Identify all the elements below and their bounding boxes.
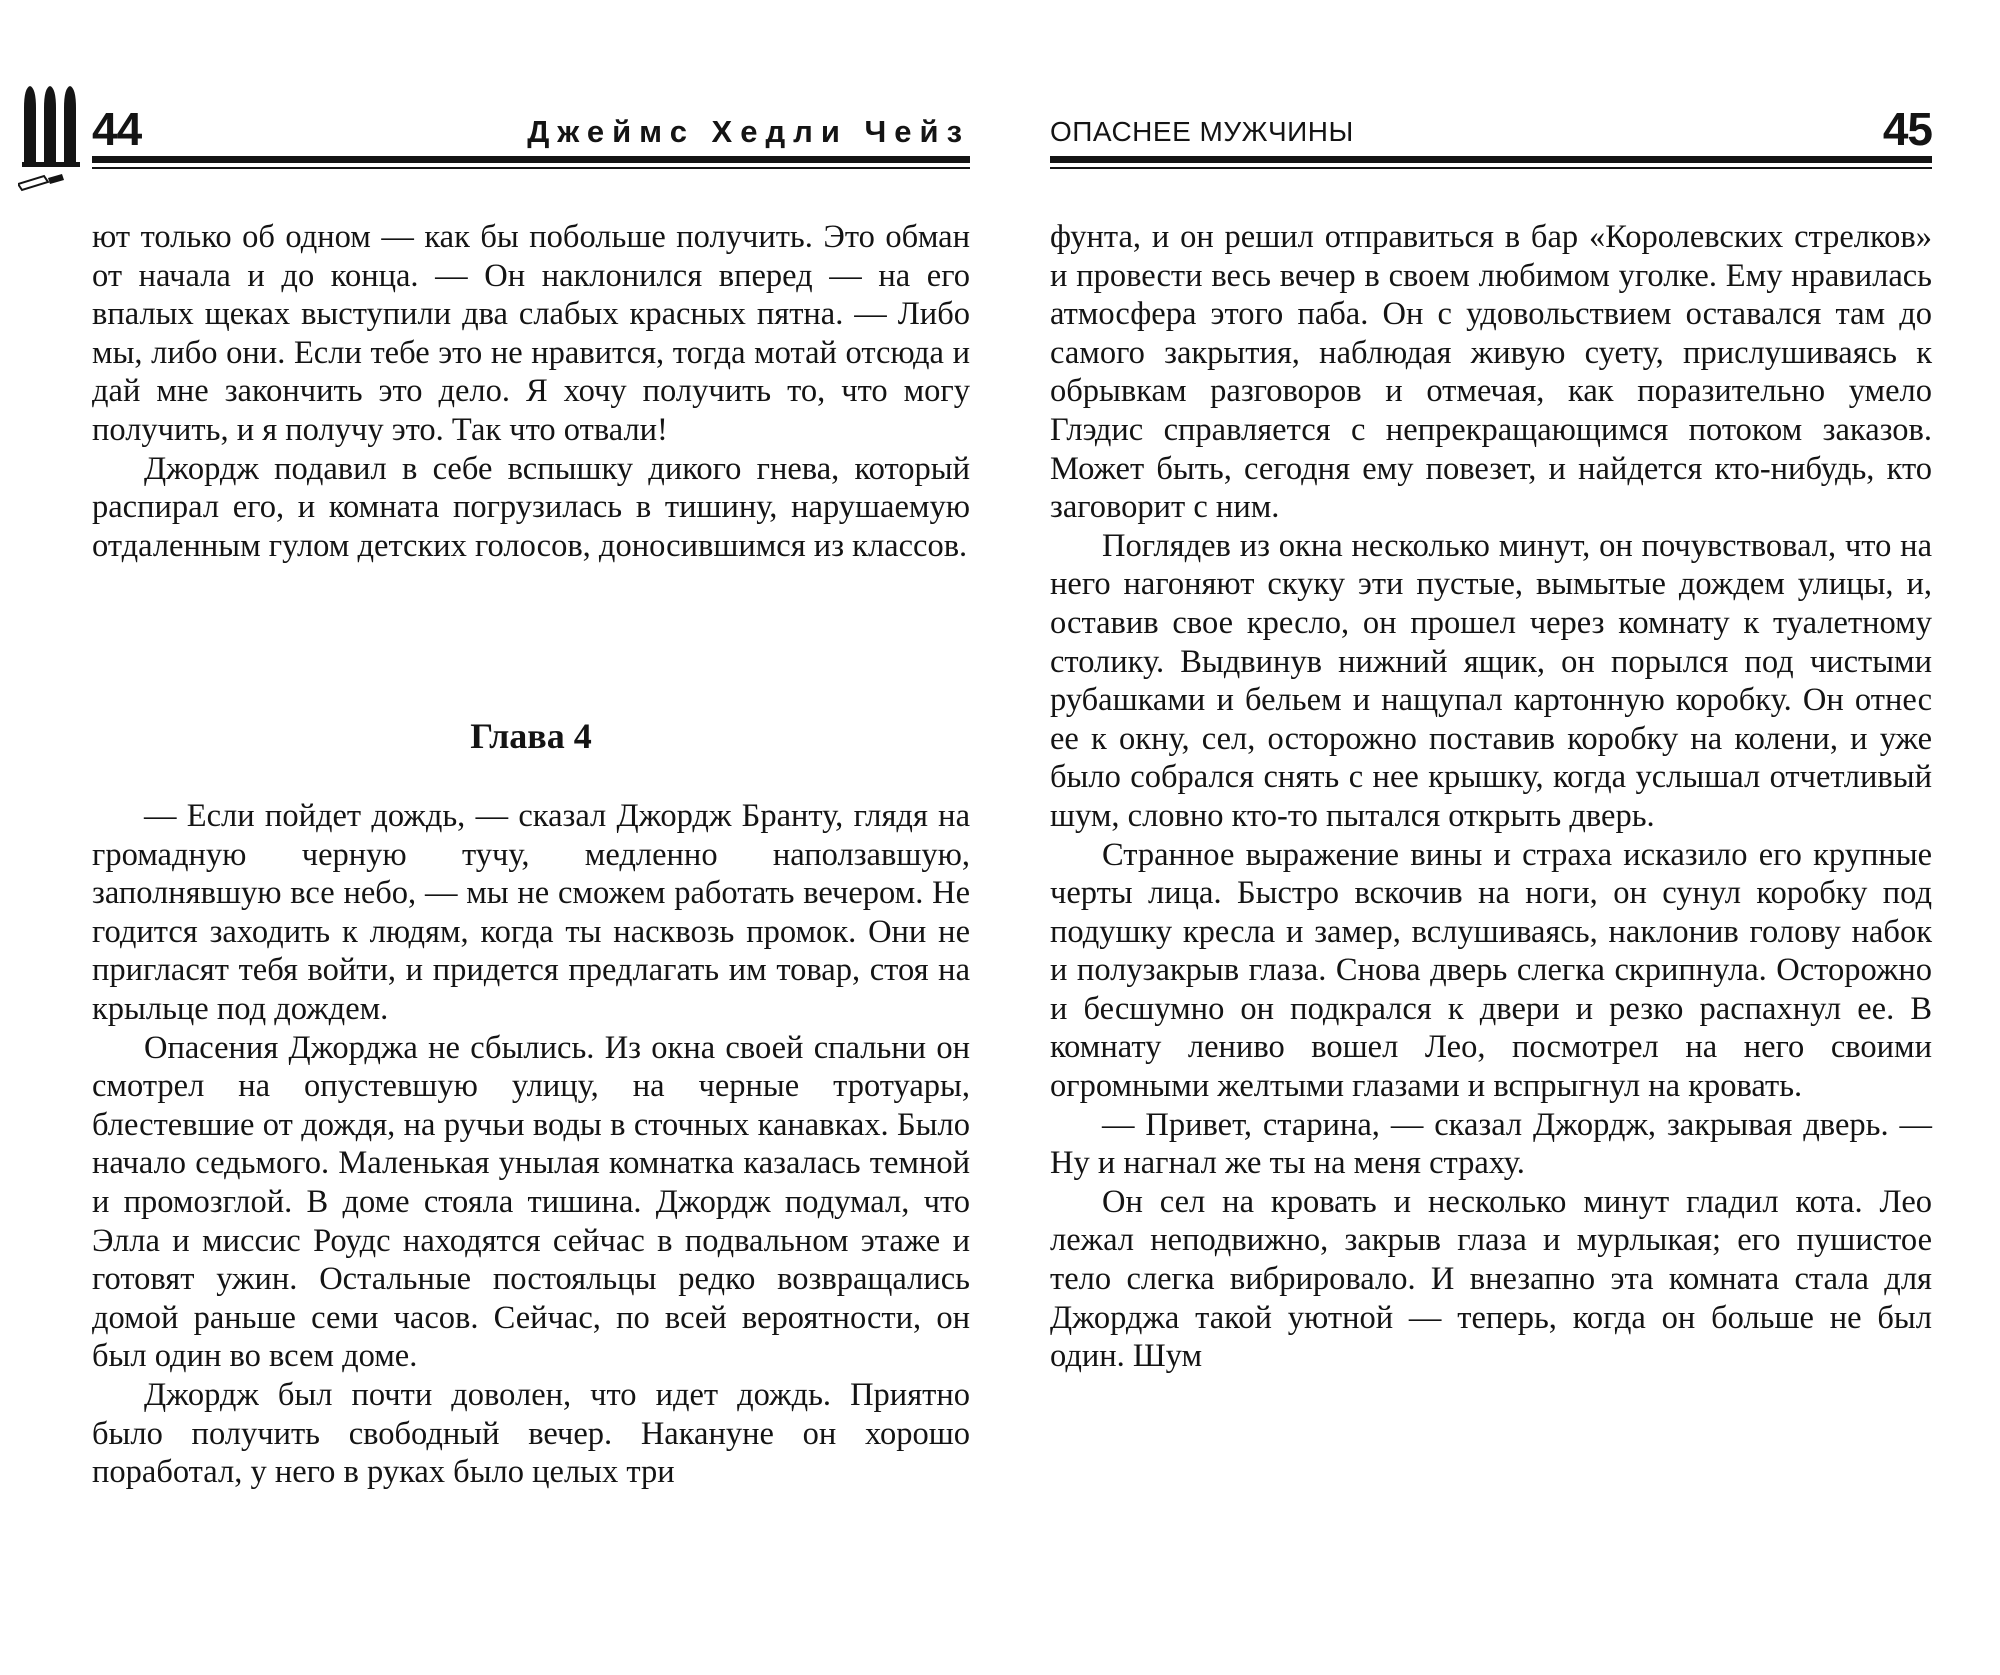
paragraph: ют только об одном — как бы побольше получить. Это обман от начала и до конца. — Он наклонился вперед — на его впалых щеках выступили два слабых красных пятна. — Либо мы, либо они. Если тебе это не нравится, тогда мотай отсюда и дай мне закончить это дело. Я хочу получить то, что могу получить, и я получу это. Так что отвали! (92, 219, 970, 448)
paragraph: фунта, и он решил отправиться в бар «Королевских стрелков» и провести весь вечер в своем любимом уголке. Ему нравилась атмосфера этого паба. Он с удовольствием оставался там до самого закрытия, наблюдая живую суету, прислушиваясь к обрывкам разговоров и отмечая, как поразительно умело Глэдис справляется с непрекращающимся потоком заказов. Может быть, сегодня ему повезет, и найдется кто-нибудь, кто заговорит с ним. (1050, 219, 1932, 526)
paragraph: Опасения Джорджа не сбылись. Из окна своей спальни он смотрел на опустевшую улицу, на черные тротуары, блестевшие от дождя, на ручьи воды в сточных канавках. Было начало седьмого. Маленькая унылая комнатка казалась темной и промозглой. В доме стояла тишина. Джордж подумал, что Элла и миссис Роудс находятся сейчас в подвальном этаже и готовят ужин. Остальные постояльцы редко возвращались домой раньше семи часов. Сейчас, по всей вероятности, он был один во всем доме. (92, 1029, 970, 1375)
left-header-rule-thin (92, 167, 970, 169)
paragraph: Джордж был почти доволен, что идет дождь. Приятно было получить свободный вечер. Накануне он хорошо поработал, у него в руках было целых три (92, 1376, 970, 1491)
left-page-number: 44 (92, 103, 142, 155)
paragraph: Поглядев из окна несколько минут, он почувствовал, что на него нагоняют скуку эти пустые, вымытые дождем улицы, и, оставив свое кресло, он прошел через комнату к туалетному столику. Выдвинув нижний ящик, он порылся под чистыми рубашками и бельем и нащупал картонную коробку. Он отнес ее к окну, сел, осторожно поставив коробку на колени, и уже было собрался снять с нее крышку, когда услышал отчетливый шум, словно кто-то пытался открыть дверь. (1050, 527, 1932, 834)
chapter-heading: Глава 4 (470, 716, 592, 756)
right-text (1050, 218, 1932, 1376)
left-running-title: Джеймс Хедли Чейз (527, 114, 970, 149)
paragraph: — Привет, старина, — сказал Джордж, закрывая дверь. — Ну и нагнал же ты на меня страху. (1050, 1106, 1932, 1182)
paragraph: Джордж подавил в себе вспышку дикого гнева, который распирал его, и комната погрузилась в тишину, нарушаемую отдаленным гулом детских голосов, доносившимся из классов. (92, 450, 970, 564)
bullets-ornament-icon (18, 84, 98, 194)
right-header-rule-thick (1050, 156, 1932, 163)
right-running-header (1050, 104, 1932, 154)
right-page (1010, 0, 2000, 1675)
paragraph: — Если пойдет дождь, — сказал Джордж Бранту, глядя на громадную черную тучу, медленно наползавшую, заполнявшую все небо, — мы не сможем работать вечером. Не годится заходить к людям, когда ты насквозь промок. Они не пригласят тебя войти, и придется предлагать им товар, стоя на крыльце под дождем. (92, 798, 970, 1027)
paragraph: Он сел на кровать и несколько минут гладил кота. Лео лежал неподвижно, закрыв глаза и мурлыкая; его пушистое тело слегка вибрировало. И внезапно эта комната стала для Джорджа такой уютной — теперь, когда он больше не был один. Шум (1050, 1183, 1932, 1375)
left-header-rule-thick (92, 156, 970, 163)
right-header-rule-thin (1050, 167, 1932, 169)
right-page-number: 45 (1882, 103, 1932, 155)
right-running-title: ОПАСНЕЕ МУЖЧИНЫ (1050, 116, 1354, 147)
left-text-after-chapter (92, 797, 970, 1492)
left-page (0, 0, 990, 1675)
paragraph: Странное выражение вины и страха исказило его крупные черты лица. Быстро вскочив на ноги, он сунул коробку под подушку кресла и замер, вслушиваясь, наклонив голову набок и полузакрыв глаза. Снова дверь слегка скрипнула. Осторожно и бесшумно он подкрался к двери и резко распахнул ее. В комнату лениво вошел Лео, посмотрел на него своими огромными желтыми глазами и вспрыгнул на кровать. (1050, 836, 1932, 1105)
left-running-header (92, 104, 970, 154)
left-text-before-chapter (92, 218, 970, 565)
